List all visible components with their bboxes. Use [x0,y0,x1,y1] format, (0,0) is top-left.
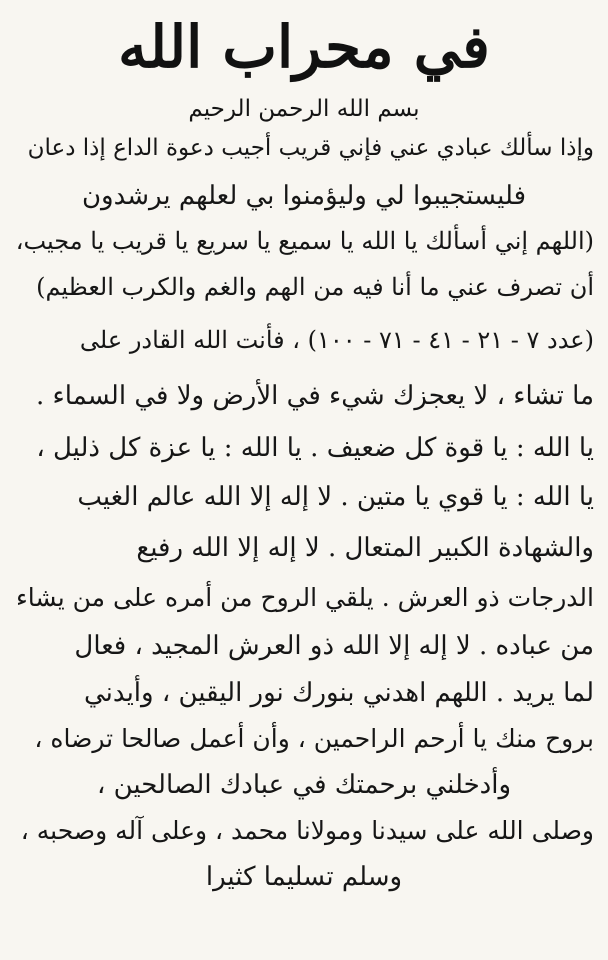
text-line: فليستجيبوا لي وليؤمنوا بي لعلهم يرشدون [81,181,527,211]
basmala: بسم الله الرحمن الرحيم [188,96,420,122]
text-line: ما تشاء ، لا يعجزك شيء في الأرض ولا في السماء . [36,381,594,411]
text-line: من عباده . لا إله إلا الله ذو العرش المجيد ، فعال [74,631,594,661]
text-line: يا الله : يا قوي يا متين . لا إله إلا الله عالم الغيب [77,482,594,512]
text-line: والشهادة الكبير المتعال . لا إله إلا الله رفيع [136,533,594,563]
text-line: الدرجات ذو العرش . يلقي الروح من أمره على من يشاء [16,583,594,612]
text-line: بروح منك يا أرحم الراحمين ، وأن أعمل صالحا ترضاه ، [34,724,594,753]
text-line: لما يريد . اللهم اهدني بنورك نور اليقين ، وأيدني [84,678,594,708]
page-title: في محراب الله [118,13,490,81]
text-line: وسلم تسليما كثيرا [205,862,403,892]
text-line: (عدد ٧ - ٢١ - ٤١ - ٧١ - ١٠٠) ، فأنت الله القادر على [79,326,594,354]
text-line: وإذا سألك عبادي عني فإني قريب أجيب دعوة الداع إذا دعان [27,135,594,161]
text-line: أن تصرف عني ما أنا فيه من الهم والغم والكرب العظيم) [36,273,594,301]
text-line: يا الله : يا قوة كل ضعيف . يا الله : يا عزة كل ذليل ، [36,433,594,463]
text-line: (اللهم إني أسألك يا الله يا سميع يا سريع يا قريب يا مجيب، [15,227,594,255]
prayer-text [14,124,594,900]
text-line: وأدخلني برحمتك في عبادك الصالحين ، [96,770,512,800]
text-line: وصلى الله على سيدنا ومولانا محمد ، وعلى آله وصحبه ، [20,816,594,845]
